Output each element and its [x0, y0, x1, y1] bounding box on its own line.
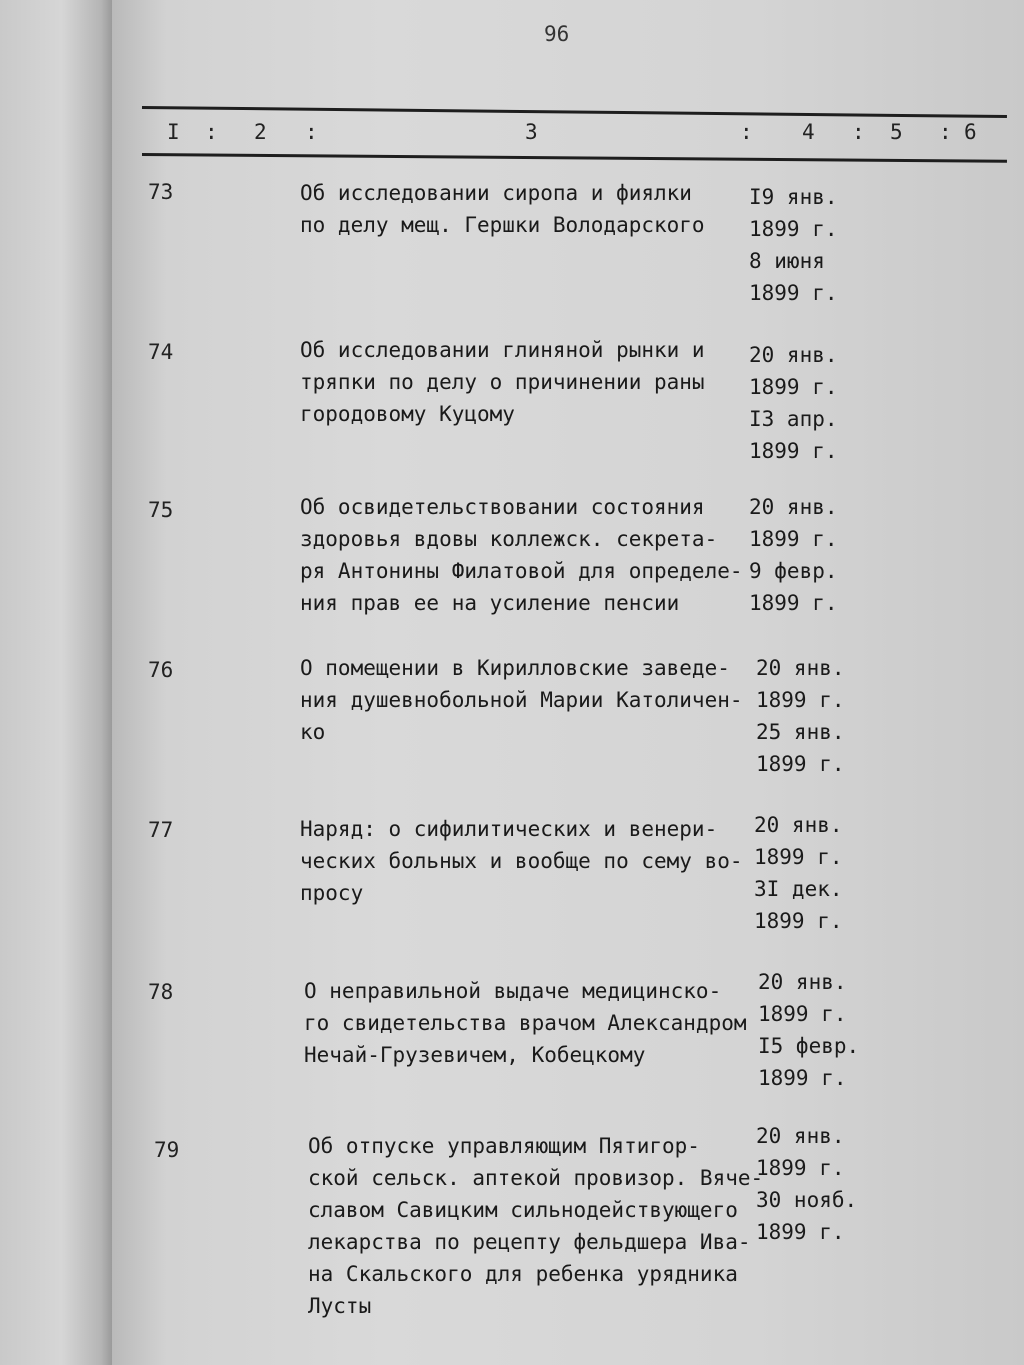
title-line: Наряд: о сифилитических и венери-: [300, 817, 718, 841]
title-line: просу: [300, 881, 364, 905]
entry-number: 79: [154, 1138, 180, 1162]
title-line: Лусты: [308, 1294, 372, 1318]
title-line: О неправильной выдаче медицинско-: [304, 979, 722, 1003]
title-line: ря Антонины Филатовой для определе-: [300, 559, 743, 583]
title-line: по делу мещ. Гершки Володарского: [300, 213, 705, 237]
date-start-day: 20 янв.: [749, 495, 838, 519]
date-start-day: 20 янв.: [749, 343, 838, 367]
date-end-day: 3I дек.: [754, 877, 843, 901]
entry-title: [300, 334, 705, 430]
entry-dates: [749, 181, 838, 309]
title-line: городовому Куцому: [300, 402, 515, 426]
title-line: ния душевнобольной Марии Католичен-: [300, 688, 743, 712]
column-separator: :: [939, 120, 952, 144]
title-line: тряпки по делу о причинении раны: [300, 370, 705, 394]
date-start-year: 1899 г.: [756, 1156, 845, 1180]
title-line: ко: [300, 720, 326, 744]
date-start-year: 1899 г.: [749, 375, 838, 399]
column-separator: :: [205, 120, 218, 144]
date-start-day: 20 янв.: [756, 656, 845, 680]
title-line: славом Савицким сильнодействующего: [308, 1198, 738, 1222]
date-end-year: 1899 г.: [749, 281, 838, 305]
entry-dates: [756, 1120, 857, 1248]
entry-number: 75: [148, 498, 174, 522]
header-rule-bottom: [142, 153, 1007, 163]
title-line: го свидетельства врачом Александром: [304, 1011, 747, 1035]
date-end-day: I5 февр.: [758, 1034, 860, 1058]
date-start-day: 20 янв.: [758, 970, 847, 994]
entry-dates: [749, 339, 838, 467]
title-line: на Скальского для ребенка урядника: [308, 1262, 738, 1286]
title-line: ческих больных и вообще по сему во-: [300, 849, 743, 873]
date-end-day: 30 нояб.: [756, 1188, 858, 1212]
column-separator: :: [305, 120, 318, 144]
date-end-year: 1899 г.: [758, 1066, 847, 1090]
entry-number: 73: [148, 180, 174, 204]
entry-number: 76: [148, 658, 174, 682]
page-number: 96: [544, 22, 570, 46]
title-line: Об исследовании сиропа и фиялки: [300, 181, 692, 205]
date-start-year: 1899 г.: [756, 688, 845, 712]
entry-title: [308, 1130, 763, 1322]
date-end-year: 1899 г.: [756, 752, 845, 776]
entry-title: [300, 491, 743, 619]
entry-title: [304, 975, 747, 1071]
entry-title: [300, 177, 705, 241]
column-header-3: 3: [525, 120, 538, 144]
title-line: Об отпуске управляющим Пятигор-: [308, 1134, 700, 1158]
date-end-year: 1899 г.: [749, 591, 838, 615]
column-header-1: I: [167, 120, 180, 144]
entry-number: 74: [148, 340, 174, 364]
entry-title: [300, 813, 743, 909]
entry-number: 77: [148, 818, 174, 842]
column-header-2: 2: [254, 120, 267, 144]
entry-title: [300, 652, 743, 748]
column-header-5: 5: [890, 120, 903, 144]
date-start-day: 20 янв.: [754, 813, 843, 837]
column-separator: :: [852, 120, 865, 144]
date-end-year: 1899 г.: [749, 439, 838, 463]
column-header-6: 6: [964, 120, 977, 144]
title-line: здоровья вдовы коллежск. секрета-: [300, 527, 718, 551]
date-start-year: 1899 г.: [749, 527, 838, 551]
title-line: ской сельск. аптекой провизор. Вяче-: [308, 1166, 764, 1190]
document-page: [112, 0, 1024, 1365]
date-start-year: 1899 г.: [758, 1002, 847, 1026]
column-header-4: 4: [802, 120, 815, 144]
facing-page-edge: [0, 0, 112, 1365]
date-end-day: 9 февр.: [749, 559, 838, 583]
title-line: лекарства по рецепту фельдшера Ива-: [308, 1230, 751, 1254]
date-start-day: I9 янв.: [749, 185, 838, 209]
title-line: ния прав ее на усиление пенсии: [300, 591, 680, 615]
column-separator: :: [740, 120, 753, 144]
entry-dates: [756, 652, 845, 780]
date-start-day: 20 янв.: [756, 1124, 845, 1148]
date-start-year: 1899 г.: [754, 845, 843, 869]
date-end-day: 25 янв.: [756, 720, 845, 744]
date-start-year: 1899 г.: [749, 217, 838, 241]
title-line: Об исследовании глиняной рынки и: [300, 338, 705, 362]
entry-dates: [754, 809, 843, 937]
title-line: Об освидетельствовании состояния: [300, 495, 705, 519]
entry-dates: [749, 491, 838, 619]
title-line: Нечай-Грузевичем, Кобецкому: [304, 1043, 646, 1067]
date-end-year: 1899 г.: [754, 909, 843, 933]
header-rule-top: [142, 106, 1007, 118]
date-end-day: 8 июня: [749, 249, 825, 273]
date-end-day: I3 апр.: [749, 407, 838, 431]
entry-number: 78: [148, 980, 174, 1004]
date-end-year: 1899 г.: [756, 1220, 845, 1244]
title-line: О помещении в Кирилловские заведе-: [300, 656, 730, 680]
entry-dates: [758, 966, 859, 1094]
